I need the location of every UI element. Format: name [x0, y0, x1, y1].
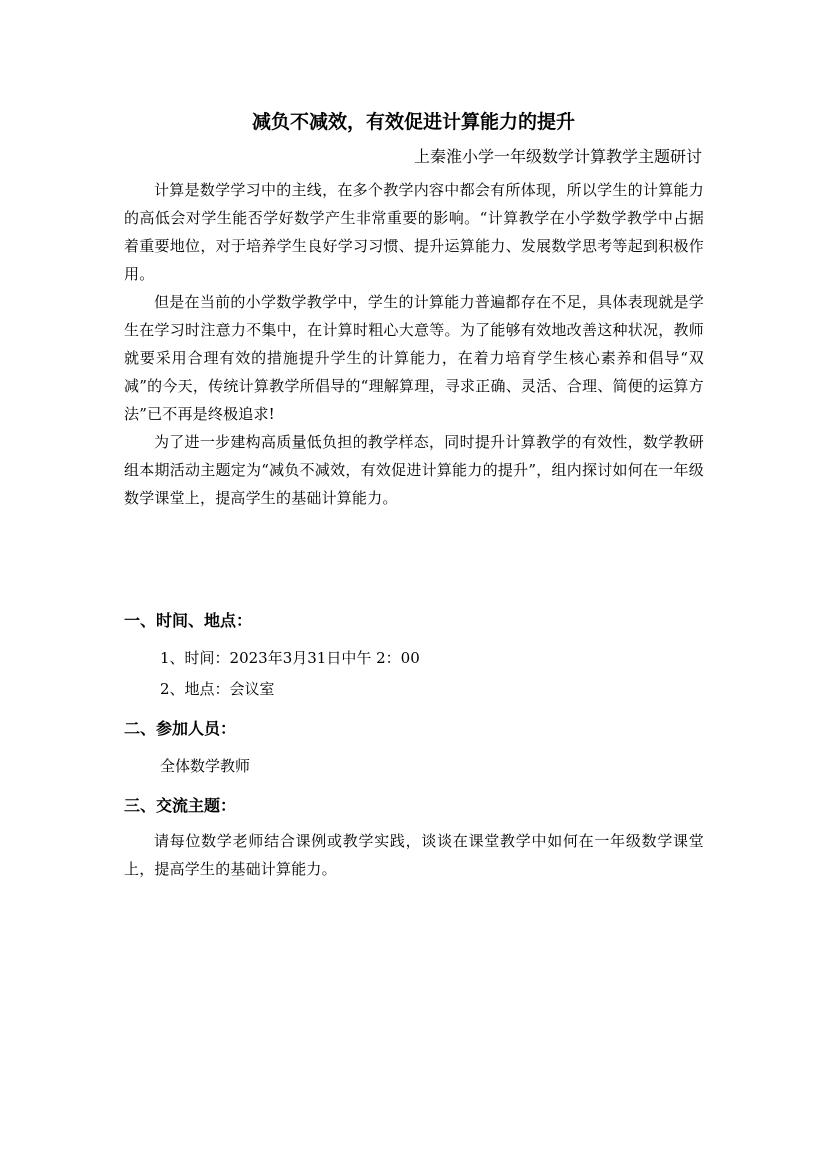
paragraph-2: 但是在当前的小学数学教学中，学生的计算能力普遍都存在不足，具体表现就是学生在学习时注意力不集中，在计算时粗心大意等。为了能够有效地改善这种状况，教师就要采用合理有效的措施提升学生的计算能力，在着力培育学生核心素养和倡导“双减”的今天，传统计算教学所倡导的“理解算理，寻求正确、灵活、合理、简便的运算方法”已不再是终极追求! — [124, 293, 704, 423]
paragraph-1: 计算是数学学习中的主线，在多个教学内容中都会有所体现，所以学生的计算能力的高低会对学生能否学好数学产生非常重要的影响。“计算教学在小学数学教学中占据着重要地位，对于培养学生良好学习习惯、提升运算能力、发展数学思考等起到积极作用。 — [124, 181, 704, 283]
paragraph-3: 为了进一步建构高质量低负担的教学样态，同时提升计算教学的有效性，数学教研组本期活动主题定为“减负不减效，有效促进计算能力的提升”，组内探讨如何在一年级数学课堂上，提高学生的基础计算能力。 — [124, 433, 704, 507]
section-heading-participants: 二、参加人员： — [124, 719, 237, 738]
section-heading-time-place: 一、时间、地点： — [124, 611, 253, 630]
document-title: 减负不减效，有效促进计算能力的提升 — [251, 111, 575, 133]
place-line: 2、地点：会议室 — [160, 680, 275, 698]
document-subtitle: 上秦淮小学一年级数学计算教学主题研讨 — [413, 147, 702, 166]
intro-paragraphs — [124, 176, 704, 512]
topic-paragraph: 请每位数学老师结合课例或教学实践，谈谈在课堂教学中如何在一年级数学课堂上，提高学生的基础计算能力。 — [124, 832, 704, 878]
participants-line: 全体数学教师 — [160, 757, 251, 775]
topic-block — [124, 827, 704, 883]
time-line: 1、时间：2023年3月31日中午 2：00 — [160, 649, 420, 667]
section-heading-topic: 三、交流主题： — [124, 796, 237, 815]
